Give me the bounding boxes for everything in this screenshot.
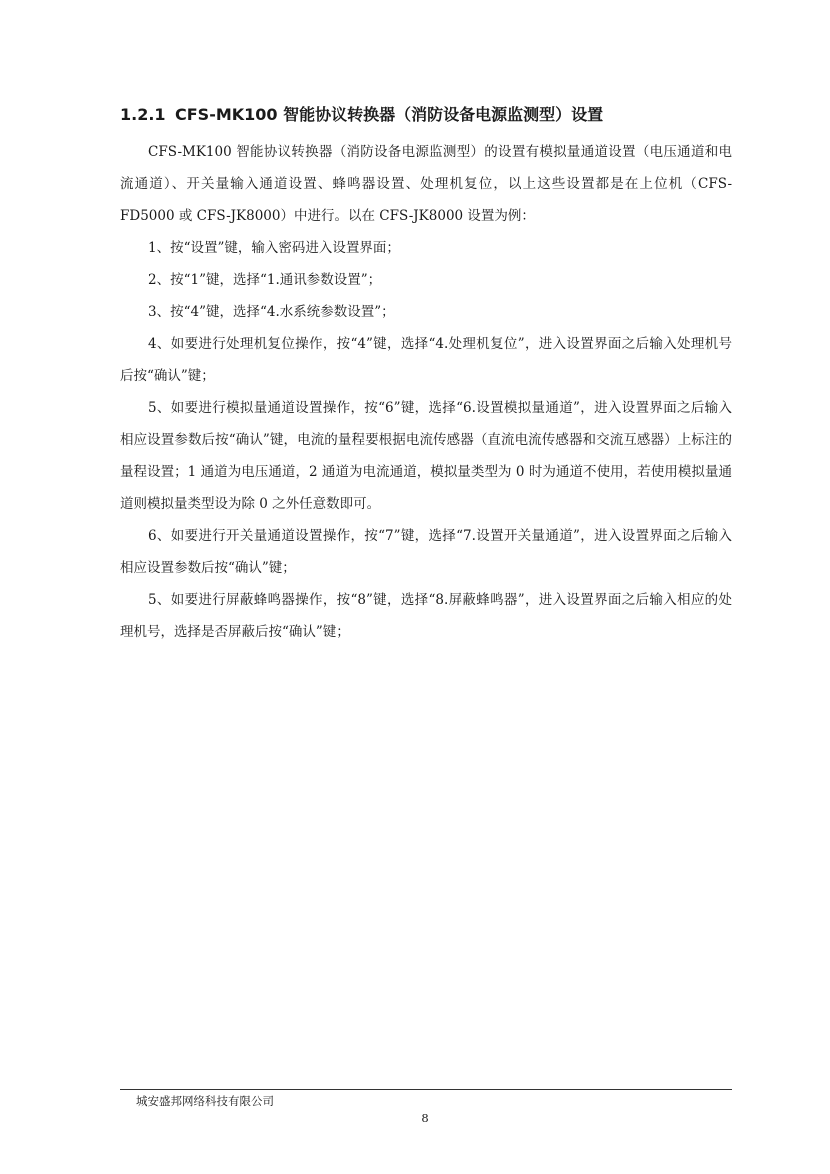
section-title: CFS-MK100 智能协议转换器（消防设备电源监测型）设置 — [175, 105, 604, 124]
intro-paragraph: CFS-MK100 智能协议转换器（消防设备电源监测型）的设置有模拟量通道设置（电压通道和电流通道）、开关量输入通道设置、蜂鸣器设置、处理机复位，以上这些设置都是在上位机（CFS-FD5000 或 CFS-JK8000）中进行。以在 CFS-JK8000 设置为例： — [120, 144, 732, 224]
footer-company-name: 城安盛邦网络科技有限公司 — [136, 1094, 274, 1108]
step-paragraph: 5、如要进行模拟量通道设置操作，按“6”键，选择“6.设置模拟量通道”，进入设置界面之后输入相应设置参数后按“确认”键，电流的量程要根据电流传感器（直流电流传感器和交流互感器）上标注的量程设置；1 通道为电压通道，2 通道为电流通道，模拟量类型为 0 时为通道不使用，若使用模拟量通道则模拟量类型设为除 0 之外任意数即可。 — [120, 400, 732, 512]
footer-divider — [120, 1089, 732, 1090]
section-heading — [120, 104, 740, 126]
step-paragraph: 5、如要进行屏蔽蜂鸣器操作，按“8”键，选择“8.屏蔽蜂鸣器”，进入设置界面之后输入相应的处理机号，选择是否屏蔽后按“确认”键； — [120, 592, 732, 640]
step-paragraph: 6、如要进行开关量通道设置操作，按“7”键，选择“7.设置开关量通道”，进入设置界面之后输入相应设置参数后按“确认”键； — [120, 528, 732, 576]
step-paragraph: 2、按“1”键，选择“1.通讯参数设置”； — [148, 272, 382, 288]
body-text — [120, 136, 732, 648]
section-number: 1.2.1 — [120, 105, 166, 124]
page-number: 8 — [421, 1111, 429, 1125]
step-paragraph: 4、如要进行处理机复位操作，按“4”键，选择“4.处理机复位”，进入设置界面之后输入处理机号后按“确认”键； — [120, 336, 732, 384]
step-paragraph: 1、按“设置”键，输入密码进入设置界面； — [148, 240, 400, 256]
step-paragraph: 3、按“4”键，选择“4.水系统参数设置”； — [148, 304, 395, 320]
